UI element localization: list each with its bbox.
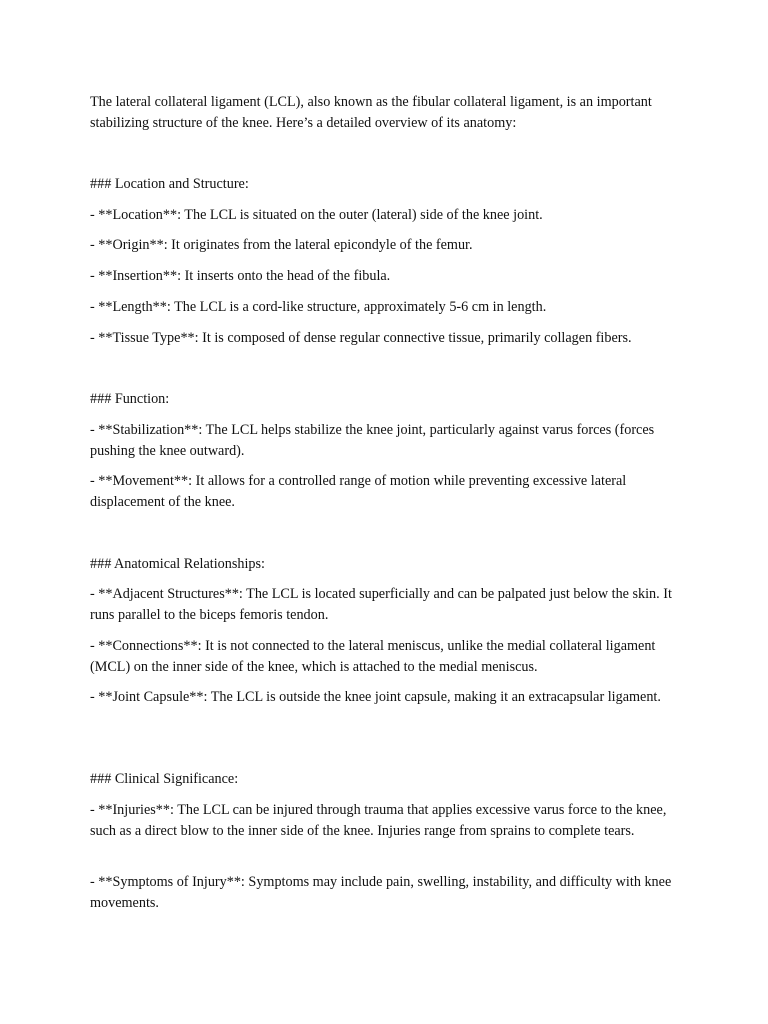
- length-item: - **Length**: The LCL is a cord-like structure, approximately 5-6 cm in length.: [90, 299, 547, 315]
- adjacent-structures-item: - **Adjacent Structures**: The LCL is located superficially and can be palpated just below the skin. It runs parallel to the biceps femoris tendon.: [90, 586, 672, 623]
- insertion-item: - **Insertion**: It inserts onto the head of the fibula.: [90, 268, 391, 284]
- tissue-type-item: - **Tissue Type**: It is composed of dense regular connective tissue, primarily collagen fibers.: [90, 330, 632, 346]
- section-heading-clinical-significance: ### Clinical Significance:: [90, 771, 239, 787]
- stabilization-item: - **Stabilization**: The LCL helps stabilize the knee joint, particularly against varus forces (forces pushing the knee outward).: [90, 422, 655, 459]
- movement-item: - **Movement**: It allows for a controlled range of motion while preventing excessive lateral displacement of the knee.: [90, 473, 627, 510]
- symptoms-of-injury-item: - **Symptoms of Injury**: Symptoms may include pain, swelling, instability, and difficulty with knee movements.: [90, 874, 672, 911]
- section-heading-location-structure: ### Location and Structure:: [90, 176, 249, 192]
- injuries-item: - **Injuries**: The LCL can be injured through trauma that applies excessive varus force to the knee, such as a direct blow to the inner side of the knee. Injuries range from sprains to complete tears.: [90, 802, 667, 839]
- location-item: - **Location**: The LCL is situated on the outer (lateral) side of the knee joint.: [90, 207, 543, 223]
- connections-item: - **Connections**: It is not connected to the lateral meniscus, unlike the medial collateral ligament (MCL) on the inner side of the knee, which is attached to the medial meniscus.: [90, 638, 656, 675]
- intro-paragraph: The lateral collateral ligament (LCL), also known as the fibular collateral ligament, is an important stabilizing structure of the knee. Here’s a detailed overview of its anatomy:: [90, 94, 652, 131]
- section-heading-anatomical-relationships: ### Anatomical Relationships:: [90, 556, 265, 572]
- section-heading-function: ### Function:: [90, 391, 170, 407]
- origin-item: - **Origin**: It originates from the lateral epicondyle of the femur.: [90, 237, 473, 253]
- joint-capsule-item: - **Joint Capsule**: The LCL is outside the knee joint capsule, making it an extracapsular ligament.: [90, 689, 661, 705]
